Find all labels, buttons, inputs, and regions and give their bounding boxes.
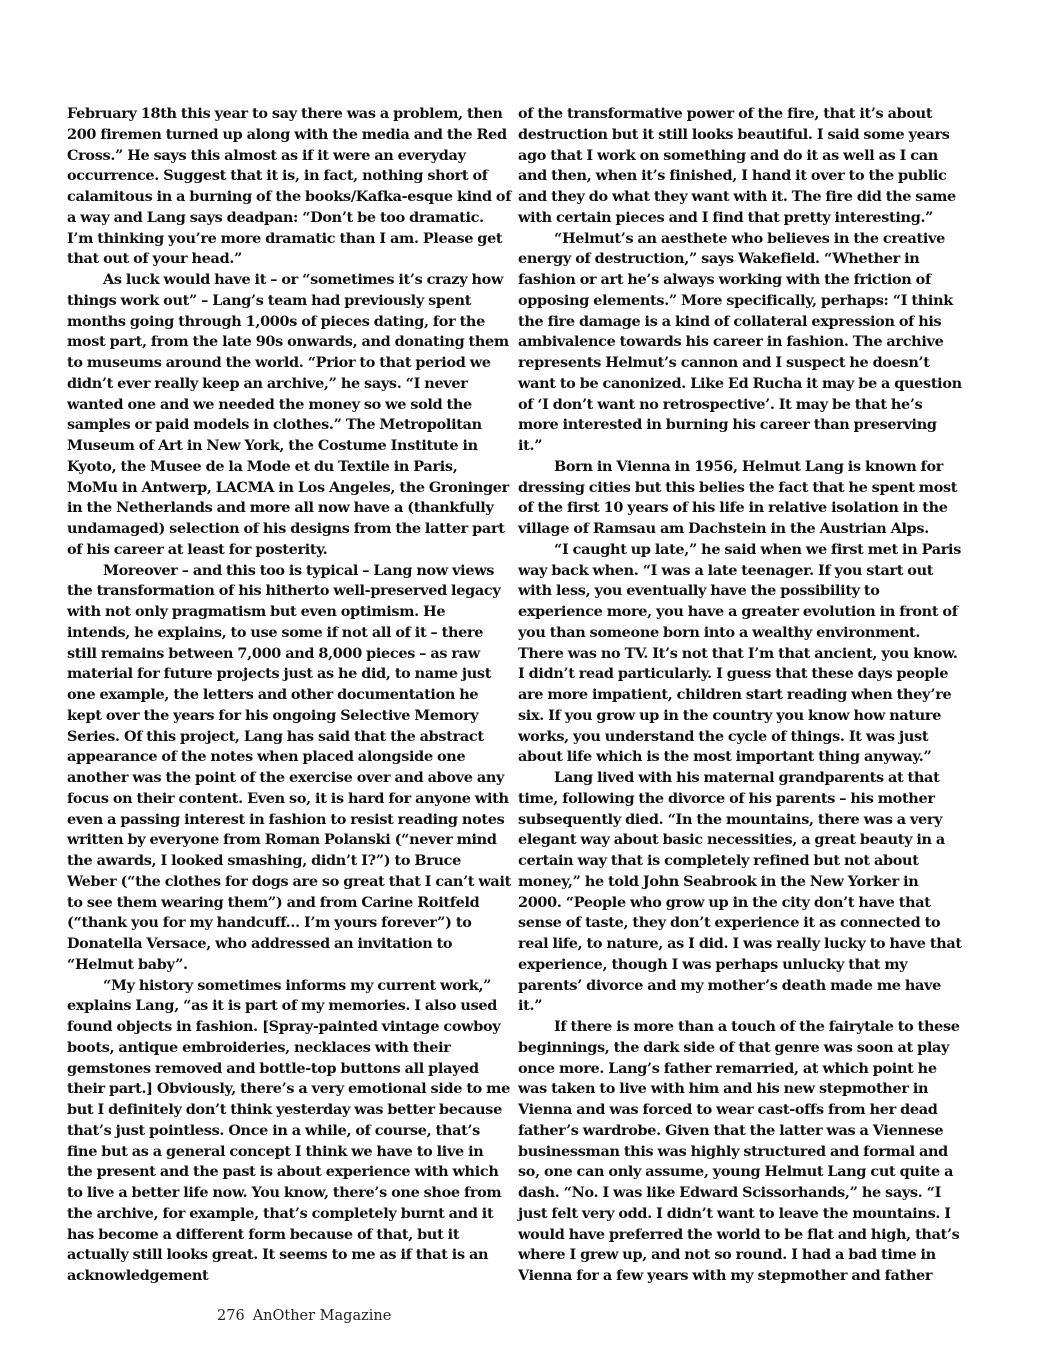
page-number: 276	[217, 1308, 245, 1324]
paragraph: Moreover – and this too is typical – Lang now views the transformation of his hitherto well-preserved legacy with not only pragmatism but even optimism. He intends, he explains, to use some if not all of it – there still remains between 7,000 and 8,000 pieces – as raw material for future projects just as he did, to name just one example, the letters and other documentation he kept over the years for his ongoing Selective Memory Series. Of this project, Lang has said that the abstract appearance of the notes when placed alongside one another was the point of the exercise over and above any focus on their content. Even so, it is hard for anyone with even a passing interest in fashion to resist reading notes written by everyone from Roman Polanski (“never mind the awards, I looked smashing, didn’t I?”) to Bruce Weber (“the clothes for dogs are so great that I can’t wait to see them wearing them”) and from Carine Roitfeld (“thank you for my handcuff... I’m yours forever”) to Donatella Versace, who addressed an invitation to “Helmut baby”.	[67, 561, 511, 973]
paragraph: As luck would have it – or “sometimes it’s crazy how things work out” – Lang’s team had previously spent months going through 1,000s of pieces dating, for the most part, from the late 90s onwards, and donating them to museums around the world. “Prior to that period we didn’t ever really keep an archive,” he says. “I never wanted one and we needed the money so we sold the samples or paid models in clothes.” The Metropolitan Museum of Art in New York, the Costume Institute in Kyoto, the Musee de la Mode et du Textile in Paris, MoMu in Antwerp, LACMA in Los Angeles, the Groninger in the Netherlands and more all now have a (thankfully undamaged) selection of his designs from the latter part of his career at least for posterity.	[67, 271, 509, 558]
page-footer	[217, 1308, 391, 1324]
paragraph: of the transformative power of the fire, that it’s about destruction but it still looks beautiful. I said some years ago that I work on something and do it as well as I can and then, when it’s finished, I hand it over to the public and they do what they want with it. The fire did the same with certain pieces and I find that pretty interesting.”	[518, 105, 956, 226]
left-text-column	[67, 104, 512, 1287]
paragraph: Lang lived with his maternal grandparents at that time, following the divorce of his parents – his mother subsequently died. “In the mountains, there was a very elegant way about basic necessities, a great beauty in a certain way that is completely refined but not about money,” he told John Seabrook in the New Yorker in 2000. “People who grow up in the city don’t have that sense of taste, they don’t experience it as connected to real life, to nature, as I did. I was really lucky to have that experience, though I was perhaps unlucky that my parents’ divorce and my mother’s death made me have it.”	[518, 769, 962, 1015]
paragraph: “Helmut’s an aesthete who believes in the creative energy of destruction,” says Wakefield. “Whether in fashion or art he’s always working with the friction of opposing elements.” More specifically, perhaps: “I think the fire damage is a kind of collateral expression of his ambivalence towards his career in fashion. The archive represents Helmut’s cannon and I suspect he doesn’t want to be canonized. Like Ed Rucha it may be a question of ‘I don’t want no retrospective’. It may be that he’s more interested in burning his career than preserving it.”	[518, 229, 962, 454]
paragraph: If there is more than a touch of the fairytale to these beginnings, the dark side of that genre was soon at play once more. Lang’s father remarried, at which point he was taken to live with him and his new stepmother in Vienna and was forced to wear cast-offs from her dead father’s wardrobe. Given that the latter was a Viennese businessman this was highly structured and formal and so, one can only assume, young Helmut Lang cut quite a dash. “No. I was like Edward Scissorhands,” he says. “I just felt very odd. I didn’t want to leave the mountains. I would have preferred the world to be flat and high, that’s where I grew up, and not so round. I had a bad time in Vienna for a few years with my stepmother and father	[518, 1018, 960, 1284]
paragraph: “I caught up late,” he said when we first met in Paris way back when. “I was a late teenager. If you start out with less, you eventually have the possibility to experience more, you have a greater evolution in front of you than someone born into a wealthy environment. There was no TV. It’s not that I’m that ancient, you know. I didn’t read particularly. I guess that these days people are more impatient, children start reading when they’re six. If you grow up in the country you know how nature works, you understand the cycle of things. It was just about life which is the most important thing anyway.”	[518, 540, 961, 766]
paragraph: Born in Vienna in 1956, Helmut Lang is known for dressing cities but this belies the fact that he spent most of the first 10 years of his life in relative isolation in the village of Ramsau am Dachstein in the Austrian Alps.	[518, 457, 958, 537]
paragraph: February 18th this year to say there was a problem, then 200 firemen turned up along with the media and the Red Cross.” He says this almost as if it were an everyday occurrence. Suggest that it is, in fact, nothing short of calamitous in a burning of the books/Kafka-esque kind of a way and Lang says deadpan: “Don’t be too dramatic. I’m thinking you’re more dramatic than I am. Please get that out of your head.”	[67, 105, 512, 268]
right-text-column	[518, 104, 963, 1287]
magazine-name: AnOther Magazine	[252, 1308, 392, 1324]
paragraph: “My history sometimes informs my current work,” explains Lang, “as it is part of my memories. I also used found objects in fashion. [Spray-painted vintage cowboy boots, antique embroideries, necklaces with their gemstones removed and bottle-top buttons all played their part.] Obviously, there’s a very emotional side to me but I definitely don’t think yesterday was better because that’s just pointless. Once in a while, of course, that’s fine but as a general concept I think we have to live in the present and the past is about experience with which to live a better life now. You know, there’s one shoe from the archive, for example, that’s completely burnt and it has become a different form because of that, but it actually still looks great. It seems to me as if that is an acknowledgement	[67, 976, 510, 1284]
